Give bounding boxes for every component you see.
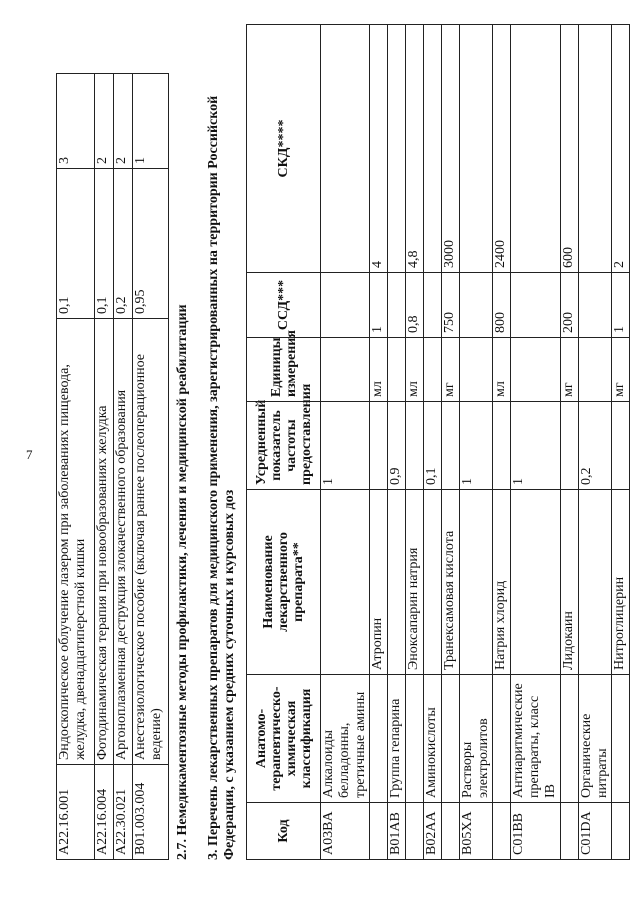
drug-skd: 2 — [612, 25, 630, 273]
header-skd: СКД**** — [247, 25, 321, 273]
table-row — [133, 74, 169, 860]
procedure-frequency: 0,1 — [57, 169, 95, 319]
table-row — [460, 25, 493, 860]
table-row — [114, 74, 133, 860]
drug-skd — [321, 25, 370, 273]
drug-frequency — [561, 402, 579, 490]
drug-frequency — [370, 402, 388, 490]
drug-code: B02AA — [424, 803, 442, 860]
drug-skd — [388, 25, 406, 273]
drug-skd: 2400 — [493, 25, 511, 273]
atc-class — [561, 675, 579, 803]
atc-class: Антиаритмические препараты, класс IB — [511, 675, 561, 803]
drug-name — [388, 490, 406, 675]
procedure-name: Эндоскопическое облучение лазером при заболеваниях пищевода, желудка, двенадцатиперстной кишки — [57, 319, 95, 765]
table-header-row — [247, 25, 321, 860]
drugs-table — [246, 24, 630, 860]
procedure-name: Фотодинамическая терапия при новообразованиях желудка — [95, 319, 114, 765]
table-row — [57, 74, 95, 860]
drug-skd: 4,8 — [406, 25, 424, 273]
drug-name: Нитроглицерин — [612, 490, 630, 675]
drug-code — [370, 803, 388, 860]
procedure-name: Анестезиологическое пособие (включая раннее послеоперационное ведение) — [133, 319, 169, 765]
drug-ssd — [579, 273, 612, 338]
page-number: 7 — [26, 447, 33, 462]
drug-skd: 3000 — [442, 25, 460, 273]
drug-code: B05XA — [460, 803, 493, 860]
drug-skd — [460, 25, 493, 273]
drug-code: C01DA — [579, 803, 612, 860]
drug-code: A03BA — [321, 803, 370, 860]
drug-unit — [579, 338, 612, 402]
table-row — [370, 25, 388, 860]
section-heading-3: 3. Перечень лекарственных препаратов для медицинского применения, зарегистрированных на территории Российской Федерации, с указанием средних суточных и курсовых доз — [206, 95, 237, 860]
table-row — [511, 25, 561, 860]
procedure-code: A22.30.021 — [114, 765, 133, 860]
drug-unit — [388, 338, 406, 402]
drug-name: Лидокаин — [561, 490, 579, 675]
table-row — [406, 25, 424, 860]
procedure-name: Аргоноплазменная деструкция злокачественного образования — [114, 319, 133, 765]
drug-frequency — [612, 402, 630, 490]
drug-ssd: 800 — [493, 273, 511, 338]
drug-unit: мг — [561, 338, 579, 402]
table-row — [579, 25, 612, 860]
drug-ssd: 1 — [612, 273, 630, 338]
procedures-table — [56, 73, 169, 860]
atc-class: Группа гепарина — [388, 675, 406, 803]
drug-code — [561, 803, 579, 860]
drug-frequency: 1 — [460, 402, 493, 490]
drug-code — [442, 803, 460, 860]
drug-ssd: 200 — [561, 273, 579, 338]
table-row — [95, 74, 114, 860]
drug-frequency: 1 — [511, 402, 561, 490]
drug-name: Эноксапарин натрия — [406, 490, 424, 675]
atc-class — [370, 675, 388, 803]
drug-frequency: 1 — [321, 402, 370, 490]
header-code: Код — [247, 803, 321, 860]
atc-class — [406, 675, 424, 803]
drug-frequency: 0,2 — [579, 402, 612, 490]
procedure-multiplicity: 1 — [133, 74, 169, 169]
table-row — [321, 25, 370, 860]
header-drug-name: Наименование лекарственного препарата** — [247, 490, 321, 675]
header-atc: Анатомо-терапевтическо-химическая классификация — [247, 675, 321, 803]
header-frequency: Усредненный показатель частоты предоставления — [247, 402, 321, 490]
procedure-frequency: 0,95 — [133, 169, 169, 319]
drug-code — [406, 803, 424, 860]
table-row — [561, 25, 579, 860]
table-row — [424, 25, 442, 860]
drug-name: Натрия хлорид — [493, 490, 511, 675]
drug-name — [424, 490, 442, 675]
drug-ssd — [388, 273, 406, 338]
drug-name — [460, 490, 493, 675]
header-unit: Единицы измерения — [247, 338, 321, 402]
drug-code: B01AB — [388, 803, 406, 860]
atc-class: Органические нитраты — [579, 675, 612, 803]
table-row — [388, 25, 406, 860]
drug-name — [321, 490, 370, 675]
drug-unit — [424, 338, 442, 402]
atc-class: Растворы электролитов — [460, 675, 493, 803]
drugs-table-body — [321, 25, 630, 860]
drug-skd: 600 — [561, 25, 579, 273]
table-row — [442, 25, 460, 860]
drug-frequency: 0,9 — [388, 402, 406, 490]
drug-ssd: 1 — [370, 273, 388, 338]
table-row — [493, 25, 511, 860]
drug-frequency: 0,1 — [424, 402, 442, 490]
header-ssd: ССД*** — [247, 273, 321, 338]
procedure-code: A22.16.004 — [95, 765, 114, 860]
atc-class: Аминокислоты — [424, 675, 442, 803]
table-row — [612, 25, 630, 860]
section-heading-2-7: 2.7. Немедикаментозные методы профилактики, лечения и медицинской реабилитации — [175, 304, 190, 860]
drug-unit — [460, 338, 493, 402]
drug-name: Транексамовая кислота — [442, 490, 460, 675]
procedure-multiplicity: 2 — [95, 74, 114, 169]
drug-ssd — [511, 273, 561, 338]
procedure-multiplicity: 3 — [57, 74, 95, 169]
drug-code — [493, 803, 511, 860]
drug-skd: 4 — [370, 25, 388, 273]
drug-code — [612, 803, 630, 860]
drug-frequency — [406, 402, 424, 490]
drug-name — [511, 490, 561, 675]
procedure-frequency: 0,2 — [114, 169, 133, 319]
drug-unit: мл — [406, 338, 424, 402]
drug-code: C01BB — [511, 803, 561, 860]
drug-ssd — [460, 273, 493, 338]
drug-ssd — [424, 273, 442, 338]
atc-class — [493, 675, 511, 803]
procedure-frequency: 0,1 — [95, 169, 114, 319]
atc-class — [612, 675, 630, 803]
drug-ssd — [321, 273, 370, 338]
drug-unit — [321, 338, 370, 402]
drug-ssd: 750 — [442, 273, 460, 338]
drug-name — [579, 490, 612, 675]
atc-class — [442, 675, 460, 803]
atc-class: Алкалоиды белладонны, третичные амины — [321, 675, 370, 803]
drug-unit: мг — [612, 338, 630, 402]
procedure-code: B01.003.004 — [133, 765, 169, 860]
drug-name: Атропин — [370, 490, 388, 675]
procedure-multiplicity: 2 — [114, 74, 133, 169]
procedure-code: A22.16.001 — [57, 765, 95, 860]
drug-unit: мг — [442, 338, 460, 402]
drug-unit: мл — [370, 338, 388, 402]
drug-ssd: 0,8 — [406, 273, 424, 338]
drug-unit: мл — [493, 338, 511, 402]
drug-unit — [511, 338, 561, 402]
drug-skd — [424, 25, 442, 273]
drug-skd — [511, 25, 561, 273]
drug-skd — [579, 25, 612, 273]
drug-frequency — [442, 402, 460, 490]
drug-frequency — [493, 402, 511, 490]
